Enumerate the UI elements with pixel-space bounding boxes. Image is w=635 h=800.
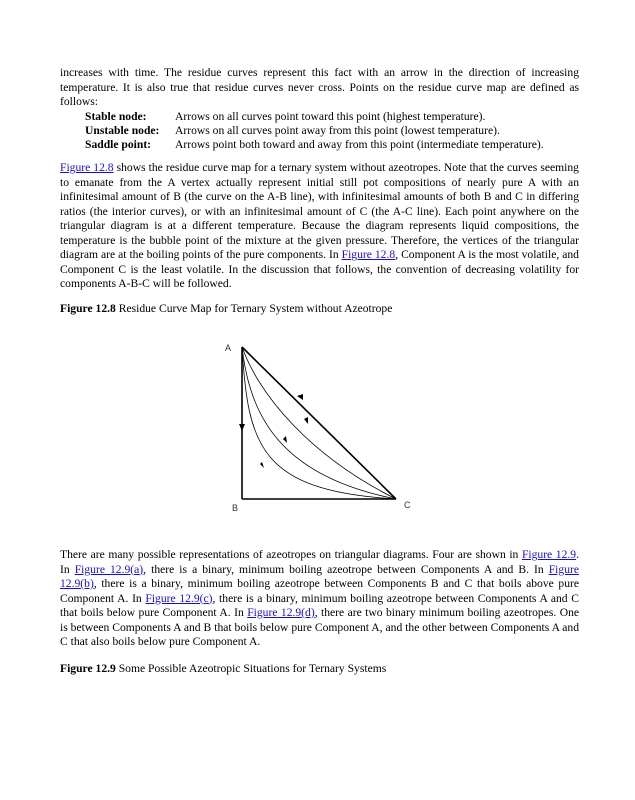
figure-12-9a-link[interactable]: Figure 12.9(a) bbox=[74, 562, 144, 576]
vertex-label-b: B bbox=[232, 503, 239, 513]
residue-curve-map-svg bbox=[220, 336, 420, 516]
definition-term: Saddle point: bbox=[85, 138, 152, 152]
caption-label: Figure 12.9 bbox=[60, 662, 116, 675]
paragraph-text: , there is a binary, minimum boiling azeotrope between Components A and C that boils below pure Component A. In bbox=[60, 591, 579, 619]
vertex-label-c: C bbox=[404, 500, 411, 510]
caption-text: Residue Curve Map for Ternary System without Azeotrope bbox=[115, 301, 393, 315]
intro-paragraph: increases with time. The residue curves represent this fact with an arrow in the direction of increasing temperature. It is also true that residue curves never cross. Points on the residue curve map are defined as follows: bbox=[60, 66, 579, 108]
figure-12-9-link[interactable]: Figure 12.9 bbox=[521, 548, 577, 561]
definition-term: Unstable node: bbox=[85, 123, 160, 137]
paragraph-text: , there are two binary minimum boiling azeotropes. One is between Components A and B that boils below pure Component A, and the other between Components A and C that also boils below pure Component A. bbox=[60, 606, 580, 648]
definition-description: Arrows point both toward and away from this point (intermediate temperature). bbox=[175, 138, 544, 152]
azeotrope-paragraph bbox=[60, 548, 579, 650]
vertex-label-a: A bbox=[225, 343, 232, 353]
arrow-curve-1 bbox=[260, 462, 264, 468]
definition-term: Stable node: bbox=[85, 109, 147, 123]
figure-12-9d-link[interactable]: Figure 12.9(d) bbox=[247, 606, 315, 619]
paragraph-text: shows the residue curve map for a ternary system without azeotropes. Note that the curves seeming to emanate from the A vertex actually represent initial still pot compositions of nearly pure A with an infinitesimal amount of B (the curve on the A-B line), with infinitesimal amounts of both B and C in differing ratios (the interior curves), or with an infinitesimal amount of C (the A-C line). Each point anywhere on the triangular diagram is at a different temperature. Because the diagram represents liquid compositions, the temperature is the bubble point of the mixture at the given pressure. Therefore, the vertices of the triangular diagram are at the boiling points of the pure components. In bbox=[60, 161, 579, 262]
figure-12-8-link-2[interactable]: Figure 12.8 bbox=[341, 248, 396, 262]
arrow-curve-2 bbox=[283, 436, 287, 443]
figure-12-8-paragraph bbox=[60, 161, 579, 292]
figure-12-8-link[interactable]: Figure 12.8 bbox=[60, 161, 114, 175]
edge-a-c bbox=[242, 347, 396, 499]
definition-description: Arrows on all curves point toward this point (highest temperature). bbox=[175, 109, 486, 123]
figure-12-8-caption bbox=[60, 302, 579, 317]
page-body bbox=[60, 66, 579, 316]
residue-curve-map-figure bbox=[220, 336, 420, 516]
paragraph-text: There are many possible representations of azeotropes on triangular diagrams. Four are shown in bbox=[60, 548, 522, 561]
figure-12-9c-link[interactable]: Figure 12.9(c) bbox=[145, 591, 213, 605]
definition-unstable-node bbox=[85, 124, 579, 138]
paragraph-text: . In bbox=[60, 548, 579, 576]
caption-label: Figure 12.8 bbox=[60, 301, 116, 315]
figure-12-9b-link[interactable]: Figure 12.9(b) bbox=[60, 562, 580, 590]
definition-saddle-point bbox=[85, 138, 579, 152]
node-definition-list bbox=[85, 110, 579, 153]
paragraph-text: , Component A is the most volatile, and Component C is the least volatile. In the discussion that follows, the convention of decreasing volatility for components A-B-C will be followed. bbox=[60, 248, 579, 291]
arrow-ab bbox=[239, 424, 245, 431]
definition-stable-node bbox=[85, 110, 579, 124]
arrow-curve-3 bbox=[304, 417, 308, 424]
figure-12-9-caption bbox=[60, 662, 579, 677]
definition-description: Arrows on all curves point away from this point (lowest temperature). bbox=[175, 123, 500, 137]
paragraph-text: , there is a binary, minimum boiling azeotrope between Components B and C that boils above pure Component A. In bbox=[60, 577, 579, 605]
caption-text: Some Possible Azeotropic Situations for Ternary Systems bbox=[115, 662, 387, 675]
arrow-ac bbox=[297, 394, 303, 400]
paragraph-text: , there is a binary, minimum boiling azeotrope between Components A and B. In bbox=[143, 562, 549, 576]
